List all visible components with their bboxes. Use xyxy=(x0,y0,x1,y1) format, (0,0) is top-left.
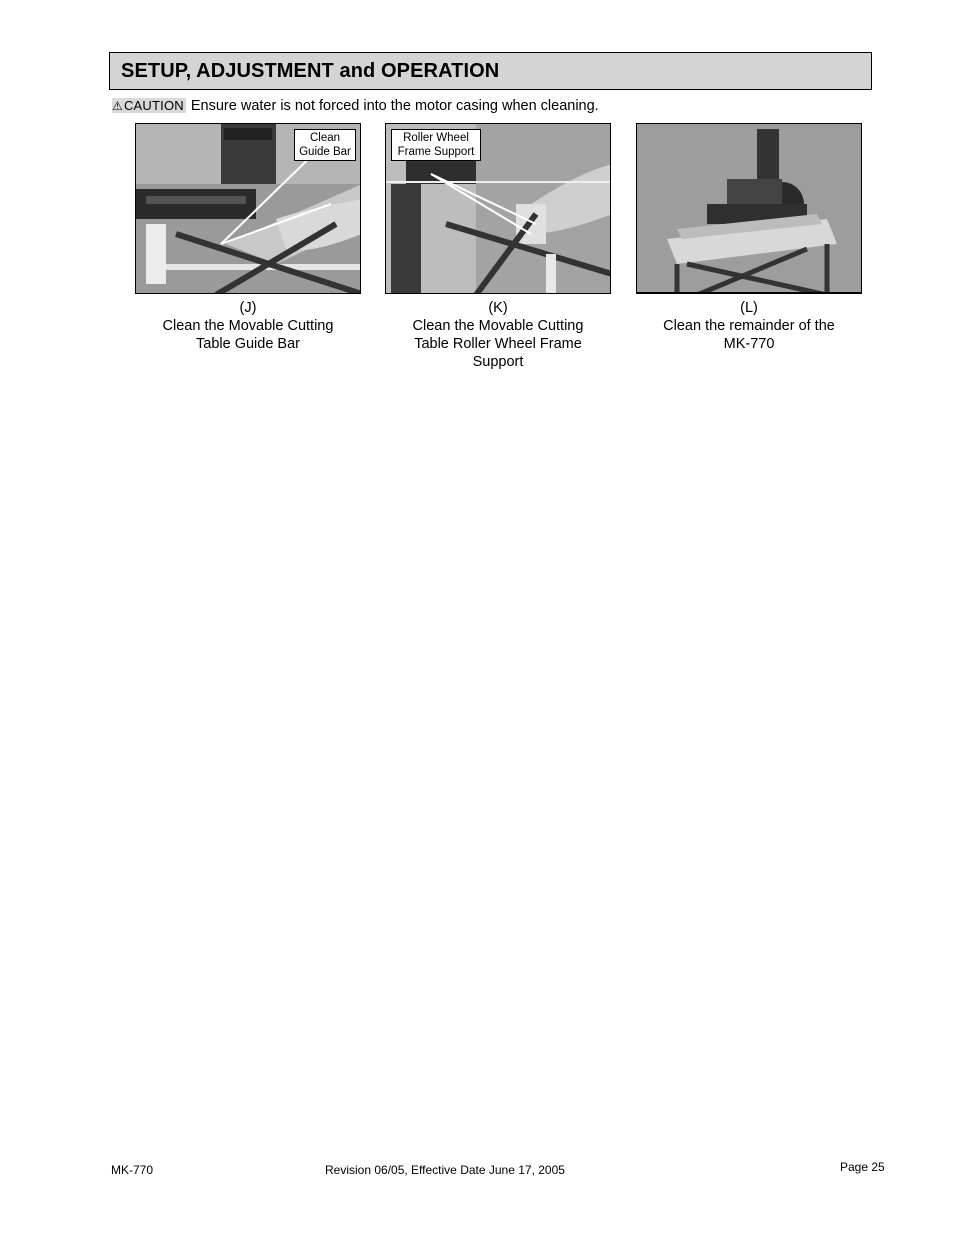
callout-roller-wheel-frame-support: Roller Wheel Frame Support xyxy=(391,129,481,161)
caution-notice xyxy=(112,98,599,114)
caption-k xyxy=(385,299,611,371)
figure-label-k: (K) xyxy=(488,300,508,316)
section-header xyxy=(109,52,872,90)
figure-caption-l: Clean the remainder of the MK-770 xyxy=(663,318,835,352)
section-title: SETUP, ADJUSTMENT and OPERATION xyxy=(121,60,500,82)
caption-j xyxy=(135,299,361,353)
photo-k xyxy=(385,123,611,294)
figure-label-j: (J) xyxy=(239,300,257,316)
figure-caption-k: Clean the Movable Cutting Table Roller Wheel Frame Support xyxy=(412,318,584,370)
caution-badge-label: CAUTION xyxy=(123,98,184,113)
caution-text: Ensure water is not forced into the motor casing when cleaning. xyxy=(190,98,599,114)
photo-j xyxy=(135,123,361,294)
figure-label-l: (L) xyxy=(740,300,758,316)
footer-model: MK-770 xyxy=(111,1163,154,1177)
warning-triangle-icon: ⚠ xyxy=(112,99,123,113)
photo-l xyxy=(636,123,862,294)
figure-caption-j: Clean the Movable Cutting Table Guide Bar xyxy=(162,318,334,352)
caution-badge xyxy=(112,98,186,113)
photo-l-illustration xyxy=(637,124,862,294)
footer-revision: Revision 06/05, Effective Date June 17, 2005 xyxy=(325,1163,565,1177)
callout-clean-guide-bar: Clean Guide Bar xyxy=(294,129,356,161)
caption-l xyxy=(636,299,862,353)
footer-page-number: Page 25 xyxy=(840,1160,885,1174)
